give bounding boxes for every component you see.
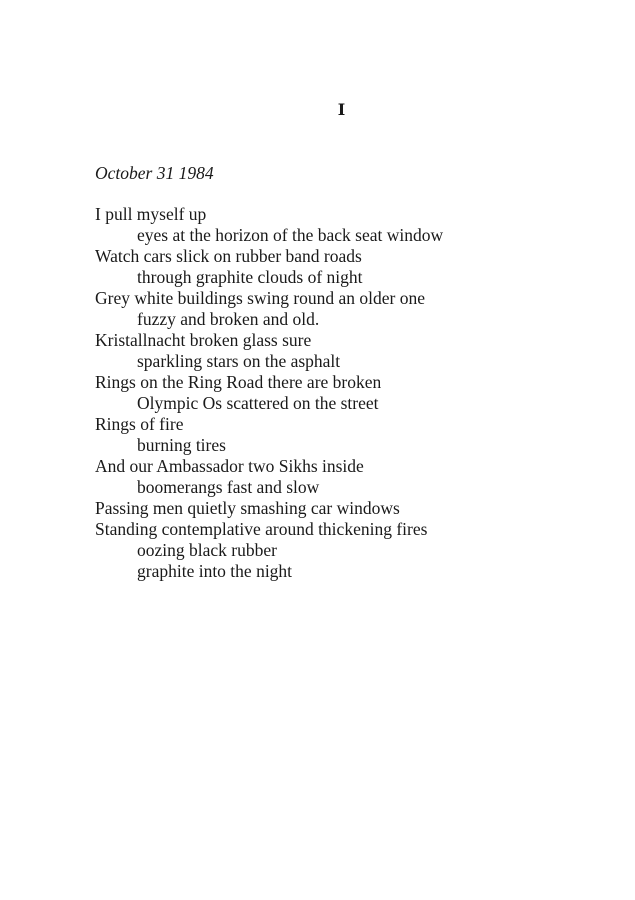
- poem-line: eyes at the horizon of the back seat window: [137, 225, 444, 245]
- section-number: I: [337, 100, 346, 119]
- poem-line: Rings of fire: [95, 414, 184, 434]
- poem-date: October 31 1984: [95, 163, 214, 183]
- poem-line: Grey white buildings swing round an older one: [95, 288, 426, 308]
- poem-line: sparkling stars on the asphalt: [137, 351, 341, 371]
- poem-line: fuzzy and broken and old.: [137, 309, 320, 329]
- poem-line: Passing men quietly smashing car windows: [95, 498, 400, 518]
- poem-line: I pull myself up: [95, 204, 207, 224]
- poem-line: Kristallnacht broken glass sure: [95, 330, 312, 350]
- poem-line: boomerangs fast and slow: [137, 477, 320, 497]
- poem-line: oozing black rubber: [137, 540, 277, 560]
- poem-line: graphite into the night: [137, 561, 293, 581]
- poem-body: [95, 204, 443, 582]
- poem-line: Watch cars slick on rubber band roads: [95, 246, 362, 266]
- poem-line: through graphite clouds of night: [137, 267, 363, 287]
- poem-line: Olympic Os scattered on the street: [137, 393, 379, 413]
- poem-line: And our Ambassador two Sikhs inside: [95, 456, 364, 476]
- poem-line: Rings on the Ring Road there are broken: [95, 372, 382, 392]
- poem-line: burning tires: [137, 435, 226, 455]
- poem-line: Standing contemplative around thickening fires: [95, 519, 428, 539]
